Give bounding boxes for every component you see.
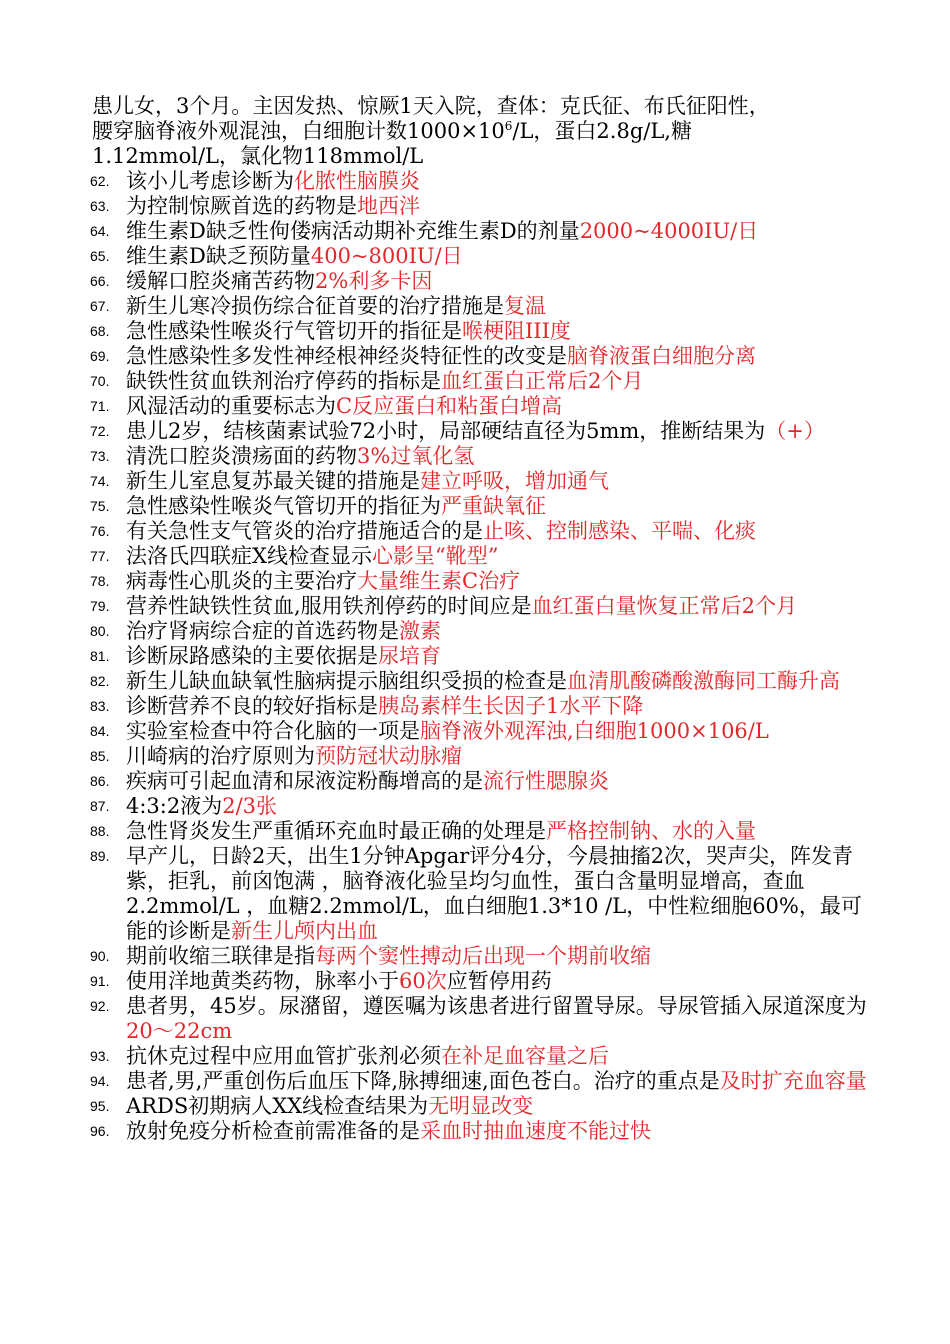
question-number: 76. bbox=[90, 523, 110, 539]
question-item bbox=[90, 394, 870, 419]
question-text: 诊断营养不良的较好指标是 bbox=[126, 694, 378, 718]
question-item bbox=[90, 969, 870, 994]
question-number: 83. bbox=[90, 698, 110, 714]
question-number: 84. bbox=[90, 723, 110, 739]
question-item bbox=[90, 694, 870, 719]
answer-text: 流行性腮腺炎 bbox=[483, 769, 609, 793]
question-number: 65. bbox=[90, 248, 110, 264]
question-text: 风湿活动的重要标志为 bbox=[126, 394, 336, 418]
answer-text: 在补足血容量之后 bbox=[441, 1044, 609, 1068]
question-number: 93. bbox=[90, 1048, 110, 1064]
question-item bbox=[90, 294, 870, 319]
answer-text: 尿培育 bbox=[378, 644, 441, 668]
question-number: 91. bbox=[90, 973, 110, 989]
question-text: 急性感染性多发性神经根神经炎特征性的改变是 bbox=[126, 344, 567, 368]
question-number: 66. bbox=[90, 273, 110, 289]
question-list bbox=[90, 169, 870, 1144]
question-text: 维生素D缺乏预防量 bbox=[126, 244, 311, 268]
answer-text: 胰岛素样生长因子1水平下降 bbox=[378, 694, 644, 718]
answer-text: 化脓性脑膜炎 bbox=[294, 169, 420, 193]
question-item bbox=[90, 194, 870, 219]
question-item bbox=[90, 244, 870, 269]
answer-text: 喉梗阻III度 bbox=[462, 319, 571, 343]
question-text: 患者,男,严重创伤后血压下降,脉搏细速,面色苍白。治疗的重点是 bbox=[126, 1069, 720, 1093]
question-number: 86. bbox=[90, 773, 110, 789]
answer-text: 脑脊液外观浑浊,白细胞1000×106/L bbox=[420, 719, 769, 743]
intro-line-2-superscript: 6 bbox=[504, 119, 513, 133]
question-text: 病毒性心肌炎的主要治疗 bbox=[126, 569, 357, 593]
question-number: 87. bbox=[90, 798, 110, 814]
question-item bbox=[90, 369, 870, 394]
question-item bbox=[90, 744, 870, 769]
intro-line-3: 1.12mmol/L，氯化物118mmol/L bbox=[92, 144, 424, 168]
answer-text: 复温 bbox=[504, 294, 546, 318]
question-item bbox=[90, 544, 870, 569]
question-text: 急性感染性喉炎行气管切开的指征是 bbox=[126, 319, 462, 343]
answer-text: 止咳、控制感染、平喘、化痰 bbox=[483, 519, 756, 543]
answer-text: 地西泮 bbox=[357, 194, 420, 218]
question-item bbox=[90, 769, 870, 794]
answer-text: 严重缺氧征 bbox=[441, 494, 546, 518]
question-item bbox=[90, 644, 870, 669]
question-item bbox=[90, 944, 870, 969]
question-text: 缺铁性贫血铁剂治疗停药的指标是 bbox=[126, 369, 441, 393]
question-text: ARDS初期病人XX线检查结果为 bbox=[126, 1094, 429, 1118]
answer-text: 新生儿颅内出血 bbox=[231, 919, 378, 943]
question-item bbox=[90, 269, 870, 294]
question-text: 使用洋地黄类药物，脉率小于 bbox=[126, 969, 399, 993]
intro-line-2-text-b: /L，蛋白2.8g/L,糖 bbox=[512, 119, 692, 143]
question-item bbox=[90, 469, 870, 494]
question-number: 73. bbox=[90, 448, 110, 464]
question-text: 清洗口腔炎溃疡面的药物 bbox=[126, 444, 357, 468]
question-text: 早产儿，日龄2天，出生1分钟Apgar评分4分，今晨抽搐2次，哭声尖，阵发青紫，拒乳，前囟饱满 ，脑脊液化验呈均匀血性，蛋白含量明显增高，查血 2.2mmol/L ，血糖2.2mmol/L，血白细胞1.3*10 /L，中性粒细胞60%，最可能的诊断是 bbox=[126, 844, 862, 943]
question-item bbox=[90, 844, 870, 944]
question-number: 70. bbox=[90, 373, 110, 389]
question-text: 患儿2岁，结核菌素试验72小时，局部硬结直径为5mm，推断结果为 bbox=[126, 419, 766, 443]
question-number: 64. bbox=[90, 223, 110, 239]
answer-text: 2%利多卡因 bbox=[315, 269, 433, 293]
answer-text: 3%过氧化氢 bbox=[357, 444, 475, 468]
question-text: 法洛氏四联症X线检查显示 bbox=[126, 544, 372, 568]
answer-text: 及时扩充血容量 bbox=[719, 1069, 867, 1093]
question-number: 94. bbox=[90, 1073, 110, 1089]
answer-text: 预防冠状动脉瘤 bbox=[315, 744, 462, 768]
question-number: 79. bbox=[90, 598, 110, 614]
answer-text: 心影呈“靴型” bbox=[371, 544, 499, 568]
answer-text: 脑脊液蛋白细胞分离 bbox=[567, 344, 756, 368]
question-text: 期前收缩三联律是指 bbox=[126, 944, 315, 968]
question-item bbox=[90, 1069, 870, 1094]
answer-text: 每两个窦性搏动后出现一个期前收缩 bbox=[315, 944, 651, 968]
question-text: 川崎病的治疗原则为 bbox=[126, 744, 315, 768]
answer-text: 400~800IU/日 bbox=[310, 244, 463, 268]
answer-text: 无明显改变 bbox=[428, 1094, 534, 1118]
question-item bbox=[90, 419, 870, 444]
answer-text: 血红蛋白量恢复正常后2个月 bbox=[531, 594, 798, 618]
document-page bbox=[90, 94, 870, 1144]
case-intro bbox=[90, 94, 870, 169]
question-text: 抗休克过程中应用血管扩张剂必须 bbox=[126, 1044, 441, 1068]
question-number: 89. bbox=[90, 848, 110, 864]
answer-text: 60次 bbox=[399, 969, 447, 993]
answer-text: 采血时抽血速度不能过快 bbox=[420, 1119, 651, 1143]
question-text: 新生儿寒冷损伤综合征首要的治疗措施是 bbox=[126, 294, 504, 318]
question-item bbox=[90, 619, 870, 644]
intro-line-2 bbox=[92, 119, 870, 144]
question-item bbox=[90, 1044, 870, 1069]
question-number: 68. bbox=[90, 323, 110, 339]
answer-text: 严格控制钠、水的入量 bbox=[546, 819, 756, 843]
question-number: 75. bbox=[90, 498, 110, 514]
question-text: 为控制惊厥首选的药物是 bbox=[126, 194, 357, 218]
question-item bbox=[90, 519, 870, 544]
question-number: 63. bbox=[90, 198, 110, 214]
question-number: 77. bbox=[90, 548, 110, 564]
question-item bbox=[90, 319, 870, 344]
question-text: 该小儿考虑诊断为 bbox=[126, 169, 294, 193]
answer-text: 血清肌酸磷酸激酶同工酶升高 bbox=[567, 669, 840, 693]
answer-text: C反应蛋白和粘蛋白增高 bbox=[336, 394, 563, 418]
question-item bbox=[90, 219, 870, 244]
question-item bbox=[90, 794, 870, 819]
question-text: 诊断尿路感染的主要依据是 bbox=[126, 644, 378, 668]
intro-line-2-text-a: 腰穿脑脊液外观混浊，白细胞计数1000×10 bbox=[92, 119, 505, 143]
answer-text: 2000~4000IU/日 bbox=[579, 219, 759, 243]
question-text: 患者男，45岁。尿潴留，遵医嘱为该患者进行留置导尿。导尿管插入尿道深度为 bbox=[126, 994, 867, 1018]
question-item bbox=[90, 569, 870, 594]
question-number: 81. bbox=[90, 648, 110, 664]
question-number: 72. bbox=[90, 423, 110, 439]
question-item bbox=[90, 1119, 870, 1144]
question-text: 实验室检查中符合化脑的一项是 bbox=[126, 719, 420, 743]
question-text: 新生儿缺血缺氧性脑病提示脑组织受损的检查是 bbox=[126, 669, 567, 693]
question-number: 82. bbox=[90, 673, 110, 689]
question-item bbox=[90, 169, 870, 194]
question-item bbox=[90, 669, 870, 694]
answer-text: 20～22cm bbox=[126, 1019, 233, 1043]
question-item bbox=[90, 494, 870, 519]
question-text: 有关急性支气管炎的治疗措施适合的是 bbox=[126, 519, 483, 543]
question-text: 4:3:2液为 bbox=[126, 794, 223, 818]
answer-text: 建立呼吸，增加通气 bbox=[420, 469, 609, 493]
question-item bbox=[90, 1094, 870, 1119]
question-number: 69. bbox=[90, 348, 110, 364]
answer-text: 2/3张 bbox=[222, 794, 278, 818]
question-text: 放射免疫分析检查前需准备的是 bbox=[126, 1119, 420, 1143]
question-number: 67. bbox=[90, 298, 110, 314]
question-number: 62. bbox=[90, 173, 110, 189]
question-text: 维生素D缺乏性佝偻病活动期补充维生素D的剂量 bbox=[126, 219, 580, 243]
question-text: 缓解口腔炎痛苦药物 bbox=[126, 269, 315, 293]
question-text: 疾病可引起血清和尿液淀粉酶增高的是 bbox=[126, 769, 483, 793]
question-number: 80. bbox=[90, 623, 110, 639]
question-number: 95. bbox=[90, 1098, 110, 1114]
question-text: 急性肾炎发生严重循环充血时最正确的处理是 bbox=[126, 819, 546, 843]
question-number: 92. bbox=[90, 998, 110, 1014]
answer-text: （+） bbox=[765, 419, 825, 443]
question-number: 85. bbox=[90, 748, 110, 764]
question-text: 新生儿室息复苏最关键的措施是 bbox=[126, 469, 420, 493]
question-number: 88. bbox=[90, 823, 110, 839]
question-number: 90. bbox=[90, 948, 110, 964]
question-number: 96. bbox=[90, 1123, 110, 1139]
question-number: 71. bbox=[90, 398, 110, 414]
answer-text: 大量维生素C治疗 bbox=[357, 569, 521, 593]
question-item bbox=[90, 594, 870, 619]
question-text: 营养性缺铁性贫血,服用铁剂停药的时间应是 bbox=[126, 594, 532, 618]
question-item bbox=[90, 719, 870, 744]
intro-line-1: 患儿女，3个月。主因发热、惊厥1天入院，查体：克氏征、布氏征阳性， bbox=[92, 94, 770, 118]
question-text-suffix: 应暂停用药 bbox=[446, 969, 552, 993]
question-number: 78. bbox=[90, 573, 110, 589]
answer-text: 血红蛋白正常后2个月 bbox=[441, 369, 644, 393]
answer-text: 激素 bbox=[399, 619, 441, 643]
question-number: 74. bbox=[90, 473, 110, 489]
question-item bbox=[90, 994, 870, 1044]
question-item bbox=[90, 344, 870, 369]
question-text: 治疗肾病综合症的首选药物是 bbox=[126, 619, 399, 643]
question-item bbox=[90, 444, 870, 469]
question-item bbox=[90, 819, 870, 844]
question-text: 急性感染性喉炎气管切开的指征为 bbox=[126, 494, 441, 518]
